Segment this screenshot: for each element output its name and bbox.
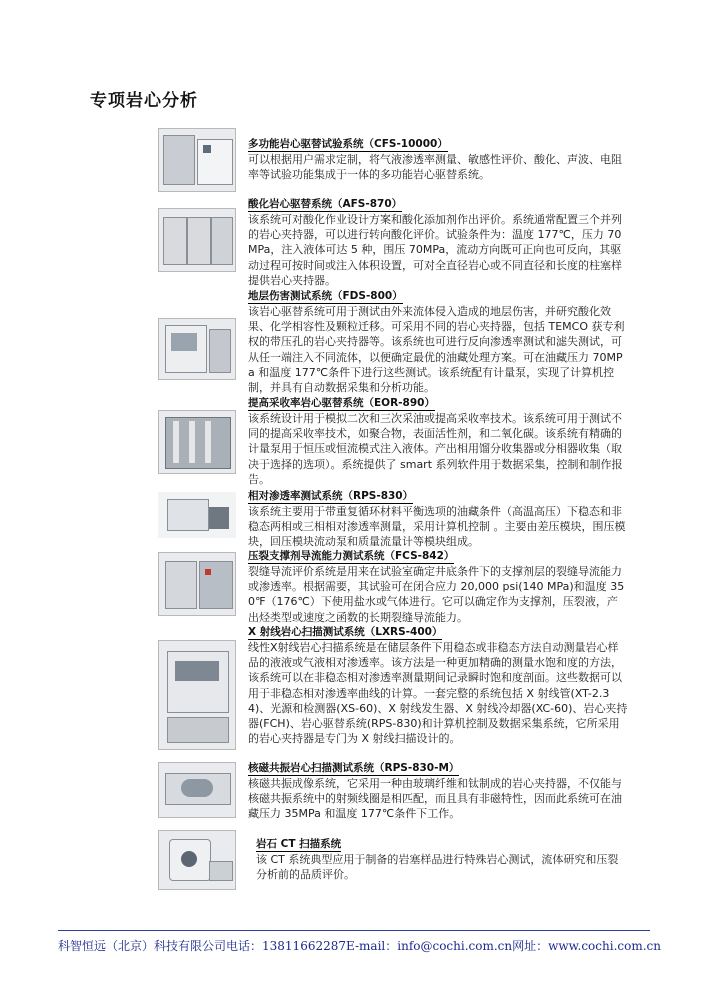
entry-body: 裂缝导流评价系统是用来在试验室确定井底条件下的支撑剂层的裂缝导流能力或渗透率。根据需要，其试验可在闭合应力 20,000 psi(140 MPa)和温度 350℉（176℃）下使用盐水或气体进行。它可以确定作为支撑剂，压裂液，产出烃类型或速度之函数的长期裂缝导流能力。 xyxy=(248,565,625,624)
equipment-photo xyxy=(158,208,236,272)
entry-body: 可以根据用户需求定制，将气液渗透率测量、敏感性评价、酸化、声波、电阻率等试验功能集成于一体的多功能岩心驱替系统。 xyxy=(248,153,622,182)
equipment-photo xyxy=(158,128,236,192)
entry-title: 地层伤害测试系统（FDS-800） xyxy=(248,290,403,302)
entry-title: 压裂支撑剂导流能力测试系统（FCS-842） xyxy=(248,550,455,562)
equipment-photo xyxy=(158,762,236,818)
footer-website[interactable]: 网址：www.cochi.com.cn xyxy=(512,939,661,953)
page-title: 专项岩心分析 xyxy=(90,91,198,111)
entry-body: 该系统主要用于带重复循环材料平衡选项的油藏条件（高温高压）下稳态和非稳态两相或三相相对渗透率测量，采用计算机控制 。主要由差压模块，围压模块，回压模块流动泵和质量流量计等模块组成。 xyxy=(248,505,626,549)
entry-title: X 射线岩心扫描测试系统（LXRS-400） xyxy=(248,626,443,638)
equipment-photo xyxy=(158,830,236,890)
equipment-photo xyxy=(158,318,236,380)
entry-body: 该岩心驱替系统可用于测试由外来流体侵入造成的地层伤害，并研究酸化效果、化学相容性及颗粒迁移。可采用不同的岩心夹持器，包括 TEMCO 获专利权的带压孔的岩心夹持器等。该系统也可进行反向渗透率测试和滤失测试，可从任一端注入不同流体，以便确定最优的油藏处理方案。可在油藏压力 70MPa 和温度 177℃条件下进行这些测试。该系统配有计量泵，实现了计算机控制，并具有自动数据采集和分析功能。 xyxy=(248,305,625,395)
entry-body: 核磁共振成像系统，它采用一种由玻璃纤维和钛制成的岩心夹持器，不仅能与核磁共振系统中的射频线圈是相匹配，而且具有非磁特性，因而此系统可在油藏压力 35MPa 和温度 177℃条件下工作。 xyxy=(248,777,622,821)
entry-title: 多功能岩心驱替试验系统（CFS-10000） xyxy=(248,138,448,150)
entry-title: 相对渗透率测试系统（RPS-830） xyxy=(248,490,414,502)
equipment-photo xyxy=(158,492,236,538)
footer-email[interactable]: E-mail：info@cochi.com.cn xyxy=(346,939,513,953)
entry-title: 岩石 CT 扫描系统 xyxy=(256,838,342,850)
footer xyxy=(58,937,661,954)
equipment-photo xyxy=(158,410,236,474)
footer-phone: 电话：13811662287 xyxy=(226,939,346,953)
footer-divider xyxy=(58,930,650,931)
entry-body: 线性X射线岩心扫描系统是在储层条件下用稳态或非稳态方法自动测量岩心样品的液液或气液相对渗透率。该方法是一种更加精确的测量水饱和度的方法，该系统可以在非稳态相对渗透率测量期间记录瞬时饱和度剖面。这些数据可以用于非稳态相对渗透率曲线的计算。一套完整的系统包括 X 射线管(XT-2.34)、光源和检测器(XS-60)、X 射线发生器、X 射线冷却器(XC-60)、岩心夹持器(FCH)、岩心驱替系统(RPS-830)和计算机控制及数据采集系统，它所采用的岩心夹持器是专门为 X 射线扫描设计的。 xyxy=(248,641,628,746)
footer-company: 科智恒远（北京）科技有限公司 xyxy=(58,939,227,953)
entry-title: 酸化岩心驱替系统（AFS-870） xyxy=(248,198,403,210)
entry-body: 该系统可对酸化作业设计方案和酸化添加剂作出评价。系统通常配置三个并列的岩心夹持器，可以进行转向酸化评价。试验条件为：温度 177℃，压力 70MPa，注入液体可达 5 种，围压 70MPa，流动方向既可正向也可反向，其驱动过程可按时间或注入体积设置，可对全直径岩心或不同直径和长度的柱塞样提供岩心夹持器。 xyxy=(248,213,622,287)
entry-body: 该系统设计用于模拟二次和三次采油或提高采收率技术。该系统可用于测试不同的提高采收率技术，如聚合物，表面活性剂，和二氧化碳。该系统有精确的计量泵用于恒压或恒流模式注入液体。产出相用馏分收集器或分相器收集（取决于选择的选项）。系统提供了 smart 系列软件用于数据采集，控制和制作报告。 xyxy=(248,412,623,486)
equipment-photo xyxy=(158,552,236,616)
equipment-photo xyxy=(158,640,236,750)
entry-title: 提高采收率岩心驱替系统（EOR-890） xyxy=(248,397,435,409)
entry-title: 核磁共振岩心扫描测试系统（RPS-830-M） xyxy=(248,762,460,774)
entry-body: 该 CT 系统典型应用于制备的岩塞样品进行特殊岩心测试，流体研究和压裂分析前的品质评价。 xyxy=(256,853,619,882)
